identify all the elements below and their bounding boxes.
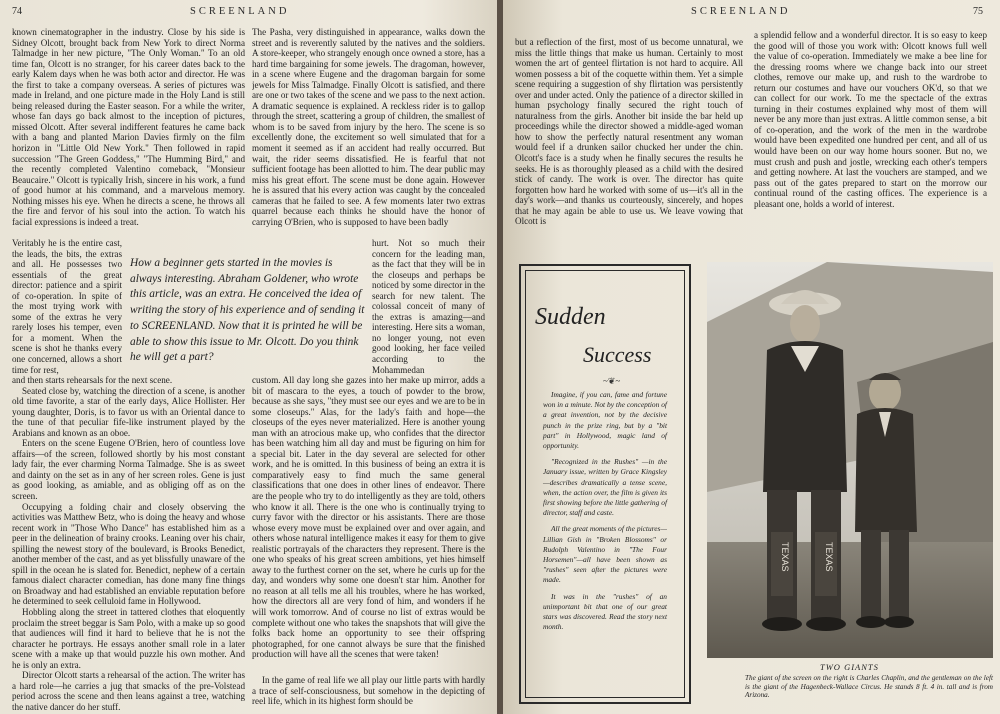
- box-title-line-2: Success: [583, 342, 652, 367]
- paragraph: In the game of real life we all play our little parts with hardly a trace of self-consciousness, but somehow in the depicting of reel life, which in its highest form should be: [252, 675, 485, 707]
- svg-text:TEXAS: TEXAS: [824, 542, 834, 572]
- pull-quote: How a beginner gets started in the movies is always interesting. Abraham Goldener, who wrote this article, was an extra. He conceived the idea of writing the story of his experience and of sending it to SCREENLAND. Now that it is printed he will be able to show this issue to Mr. Olcott. Do you think he will get a part?: [130, 257, 365, 364]
- column-2: [754, 30, 987, 222]
- box-paragraph: Imagine, if you can, fame and fortune won in a minute. Not by the conception of a great invention, not by the decisive punch in the prize ring, but by a "bit part" in Hollywood, magic land of opportunity.: [543, 390, 667, 451]
- box-title-line-1: Sudden: [535, 304, 606, 330]
- paragraph: and then starts rehearsals for the next scene.: [12, 375, 173, 385]
- column-1-bottom: [12, 375, 245, 711]
- photo-illustration: [707, 262, 993, 658]
- column-2-narrow: [372, 238, 485, 376]
- box-paragraph: All the great moments of the pictures—Lillian Gish in "Broken Blossoms" or Rudolph Valentino in "The Four Horsemen"—all have been shown as "rushes" seen after the pictures were made.: [543, 524, 667, 585]
- paragraph: but a reflection of the first, most of us become unnatural, we miss the little things that make us human. Certainly to most women the art of genteel flirtation is not hard to acquire. All women possess a bit of the coquette within them. Yet a simple scene requiring a suggestion of shy flirtation was persistently over and under acted. Only the patience of a director skilled in human psychology finally secured the right touch of naturalness from the girls. Another bit inside the bar held up proceedings while the director showed a middle-aged woman how to show the perfectly natural resentment any woman would feel if a drunken sailor chucked her under the chin. Olcott's face is a study when he finally secures the results he seeks. He is as thoroughly pleased as a child with the desired stick of candy. The work is over. The director has quite forgotten how hard he worked with some of us—it's all in the day's work—and thanks us courteously, sincerely, and hopes that he may again be able to use us. We leave vowing that Olcott is: [515, 37, 743, 227]
- column-1-narrow: [12, 238, 122, 376]
- photo-caption-title: TWO GIANTS: [820, 662, 879, 672]
- running-head: SCREENLAND: [190, 6, 290, 17]
- paragraph: Occupying a folding chair and closely observing the activities was Matthew Betz, who is doing the heavy and whose recent work in "Those Who Dance" has established him as a peer in the delineation of brainy crooks. Leaning over his chair, spilling the newest story of the boulevard, is Brooks Benedict, another member of the cast, and as yet blissfully unaware of the spill in the ocean he is slated for. Benedict, nephew of a certain famous dialect character comedian, has done many fine things on Broadway and had established an enviable reputation before he determined to seek celluloid fame in Hollywood.: [12, 501, 245, 607]
- paragraph: custom. All day long she gazes into her make up mirror, adds a bit of mascara to the eyes, a touch of powder to the brow, because as she says, "they must see our eyes and we are to be in some closeups." Alas, for the lady's faith and hope—the closeups of the eyes never materialized. Here is another young man with an atrocious make up, who confides that the director has been watching him all day and must be figuring on him for a special bit. Later in the day several are selected for other work, and he is omitted. In this business of being an extra it is comparatively easy to find much the same general classifications that one does in other lines of endeavor. There are the people who try to do intelligently as they are told, others who know it all. There is the one who is continually trying to curry favor with the director or his assistants. There are those whose every move must be explained over and over again, and others whose natural intelligence makes it easy for them to give realistic portrayals of the characters they represent. There is the one who speaks of his great screen ambitions, yet hies himself away to the furthest corner on the set, where he curls up for the day, and wonders why some one doesn't star him. Another for no reason at all tells me all his troubles, where he has worked, how the directors all are very fond of him, and wonders if he will work tomorrow. And of course no list of extras would be complete without one who takes the snapshots that will give the folks back home an opportunity to see their offspring photographed, for one cannot always be sure that the finished production will have all the scenes that were taken!: [252, 375, 485, 660]
- photo-caption: The giant of the screen on the right is Charles Chaplin, and the gentleman on the left is the giant of the Hagenbeck-Wallace Circus. He stands 8 ft. 4 in. tall and is from Arizona.: [745, 674, 993, 700]
- paragraph: known cinematographer in the industry. Close by his side is Sidney Olcott, brought back from New York to direct Norma Talmadge in her new picture, "The Only Woman." To an old time fan, Olcott is no stranger, for his career dates back to the early Kalem days when he was both actor and director. He was the first to take a company overseas. A series of pictures was made in Ireland, and one picture made in the Holy Land is still being released during the Easter season. For a while the writer, whose fan days go back almost to the inception of pictures, missed Olcott. After several indifferent features he came back with a bang and planted Marion Davies firmly on the film horizon in "Little Old New York." Then followed in rapid succession "The Green Goddess," "The Humming Bird," and the recently completed Valentino comeback, "Monsieur Beaucaire." Olcott is typically Irish, sincere in his work, a fund of good humor at his command, and a marvelous memory. Nothing misses his eye. When he directs a scene, he throws all the fire and fervor of his soul into the action. To watch his facial expressions is indeed a treat.: [12, 27, 245, 227]
- paragraph: hurt. Not so much their concern for the leading man, as the fact that they will be in the closeups and perhaps be noticed by some director in the search for new talent. The colossal conceit of many of the extras is amazing—and interesting. Here sits a woman, no longer young, not even good looking, her face veiled according to the Mohammedan: [372, 238, 485, 375]
- page-number: 75: [973, 6, 983, 17]
- page-number: 74: [12, 6, 22, 17]
- ornament: ~❦~: [603, 376, 621, 386]
- paragraph: Hobbling along the street in tattered clothes that eloquently proclaim the street beggar is Sam Polo, with a make up so good that audiences will find it hard to believe that he is not the character he portrays. He essays another small role in a later scene with a make up that would puzzle his own mother. And he is only an extra.: [12, 607, 245, 670]
- paragraph: a splendid fellow and a wonderful director. It is so easy to keep the good will of those you work with: Olcott knows full well the value of co-operation. Immediately we make a bee line for the dressing rooms where we change back into our street clothes, remove our make up, and rush to the wardrobe to return our costumes and have our vouchers OK'd, so that we can collect for our work. To me the spectacle of the extras turning in their costumes explained why most of them will never be any more than just extras. A little common sense, a bit of co-operation, and the work of the men in the wardrobe would have been expedited one hundred per cent, and all of us would have been on our way home hours sooner. But no, we must crush and push and jostle, wrecking each other's tempers and getting nowhere. At last the vouchers are stamped, and we pass out of the gates prepared to start on the morrow our continual round of the casting offices. The experience is a pleasant one, holds a world of interest.: [754, 30, 987, 209]
- paragraph: Veritably he is the entire cast, the leads, the bits, the extras and all. He possesses two essentials of the great director: patience and a spirit of co-operation. In spite of the most trying work with some of the extras he very rarely loses his temper, even for a moment. When the scene is shot he thanks every one concerned, allows a short time for rest,: [12, 238, 122, 375]
- column-2-top: [252, 27, 485, 239]
- svg-text:TEXAS: TEXAS: [780, 542, 790, 572]
- sudden-success-box: [519, 264, 691, 704]
- paragraph: The Pasha, very distinguished in appearance, walks down the street and is reverently saluted by the natives and the soldiers. A store-keeper, who strangely enough once owned a store, has a hard time bargaining for some jewels. The dragoman, however, in a scene where Eugene and the dragoman bargain for some jewels for Miss Talmadge. Finally Olcott is satisfied, and there are one or two takes of the scene and we pass to the next action. A dramatic sequence is explained. A reckless rider is to gallop through the street, scattering a group of children, the smallest of whom is to be saved from injury by the hero. The scene is so excellently done, the excitement so well simulated that for a moment it seemed as if an accident had really occurred. But wait, the rider seems dissatisfied. He is fearful that not sufficient footage has been allotted to him. The dear public may miss his great effort. The scene must be done again. However he is assured that his every action was caught by the concealed cameras that he failed to see. A few moments later two extras quarrel because each thinks he should have the honor of carrying O'Brien, who is supposed to have been badly: [252, 27, 485, 227]
- left-page: [0, 0, 497, 714]
- paragraph: Enters on the scene Eugene O'Brien, hero of countless love affairs—of the screen, followed shortly by his most constant lady fair, the ever charming Norma Talmadge. She is as sweet and dainty on the set as in any of her screen roles. Gene is just as good looking, as amiable, and as obliging off as on the screen.: [12, 438, 245, 502]
- column-2-bottom: [252, 375, 485, 675]
- box-paragraph: "Recognized in the Rushes" —in the January issue, written by Grace Kingsley—describes dramatically a tense scene, when, the action over, the film is given its first showing before the little gathering of director, staff and caste.: [543, 457, 667, 518]
- box-paragraph: It was in the "rushes" of an unimportant bit that one of our great stars was discovered. Read the story next month.: [543, 591, 667, 632]
- paragraph: Seated close by, watching the direction of a scene, is another old time favorite, a star of the early days, Alice Hollister. Her young daughter, Doris, is to favor us with an Oriental dance to the tune of that peculiar fife-like instrument played by the Arabians and known as an oboe.: [12, 385, 245, 438]
- two-giants-photo: [707, 262, 993, 658]
- running-head: SCREENLAND: [691, 6, 791, 17]
- column-1: [515, 37, 743, 227]
- column-1-top: [12, 27, 245, 249]
- paragraph: Director Olcott starts a rehearsal of the action. The writer has a hard role—he carries a jug that smacks of the pre-Volstead period across the scene and then leans against a tree, watching the native dancer do her stuff.: [12, 670, 245, 711]
- box-text: [543, 390, 667, 638]
- column-2-last: [252, 675, 485, 711]
